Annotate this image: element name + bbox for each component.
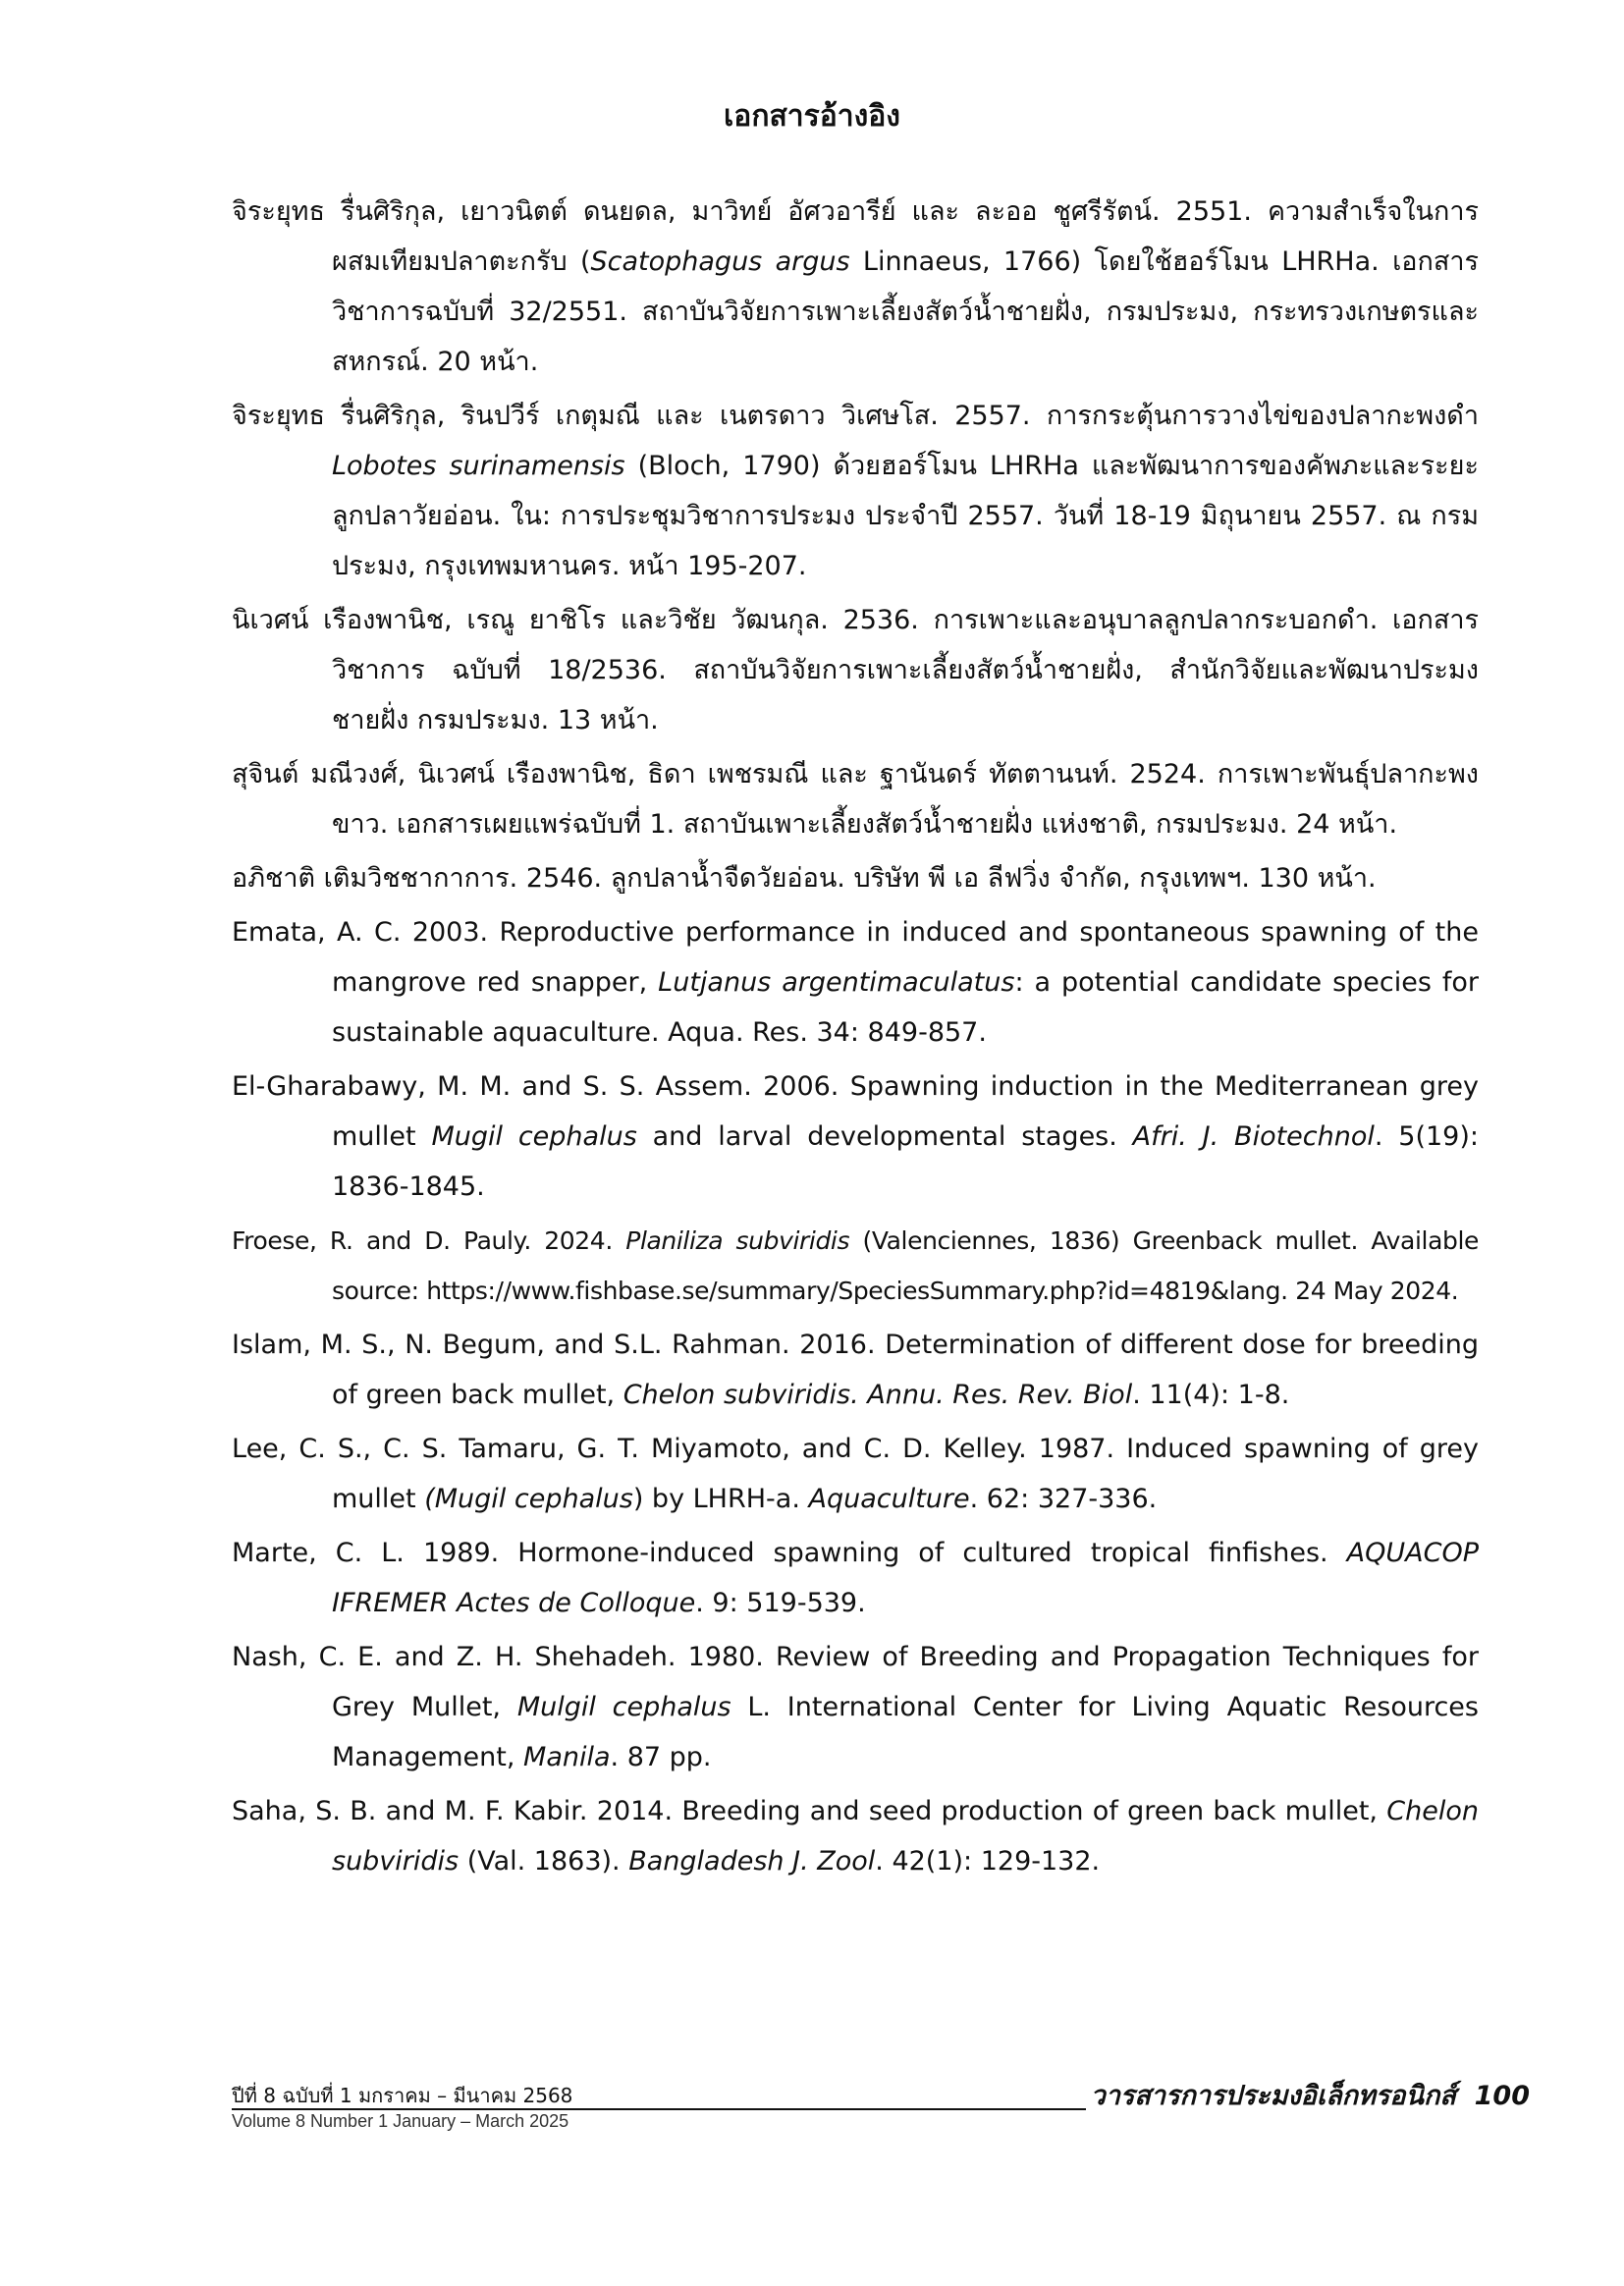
reference-text: อภิชาติ เติมวิชชากาการ. 2546. ลูกปลาน้ำจืดวัยอ่อน. บริษัท พี เอ ลีฟวิ่ง จำกัด, กรุงเทพฯ. 130 หน้า. [232, 863, 1377, 894]
reference-list [232, 187, 1479, 1890]
reference-italic-text: Scatophagus argus [590, 246, 850, 277]
reference-text: นิเวศน์ เรืองพานิช, เรณู ยาชิโร และวิชัย วัฒนกุล. 2536. การเพาะและอนุบาลลูกปลากระบอกดำ. เอกสารวิชาการ ฉบับที่ 18/2536. สถาบันวิจัยการเพาะเลี้ยงสัตว์น้ำชายฝั่ง, สำนักวิจัยและพัฒนาประมงชายฝั่ง กรมประมง. 13 หน้า. [232, 605, 1479, 735]
reference-text: Marte, C. L. 1989. Hormone-induced spawning of cultured tropical finfishes. [232, 1538, 1347, 1568]
reference-italic-text: Chelon subviridis. Annu. Res. Rev. Biol [623, 1380, 1133, 1410]
reference-italic-text: Lobotes surinamensis [332, 451, 625, 481]
reference-italic-text: (Mugil cephalus [424, 1484, 633, 1514]
reference-entry [232, 1528, 1479, 1628]
page-number: 100 [1474, 2081, 1530, 2111]
reference-entry [232, 1424, 1479, 1524]
reference-entry [232, 749, 1479, 849]
reference-text: . 11(4): 1-8. [1132, 1380, 1290, 1410]
page-title: เอกสารอ้างอิง [724, 99, 900, 134]
reference-entry [232, 1632, 1479, 1782]
reference-text: . 9: 519-539. [695, 1588, 866, 1618]
reference-text: (Valenciennes, 1836) Greenback mullet. Available source: https://www.fishbase.se/summary/SpeciesSummary.php?id=4819&lang. 24 May 2024. [332, 1226, 1479, 1305]
reference-text: El-Gharabawy, M. M. and S. S. Assem. 2006. Spawning induction in the Mediterranean grey mullet [232, 1071, 1479, 1152]
reference-text: . 5(19): 1836-1845. [332, 1121, 1479, 1202]
reference-text: Lee, C. S., C. S. Tamaru, G. T. Miyamoto, and C. D. Kelley. 1987. Induced spawning of grey mullet [232, 1434, 1479, 1514]
page-footer [232, 2080, 1530, 2158]
reference-entry [232, 1320, 1479, 1420]
reference-text: Linnaeus, 1766) โดยใช้ฮอร์โมน LHRHa. เอกสารวิชาการฉบับที่ 32/2551. สถาบันวิจัยการเพาะเลี้ยงสัตว์น้ำชายฝั่ง, กรมประมง, กระทรวงเกษตรและสหกรณ์. 20 หน้า. [332, 246, 1480, 377]
journal-name-and-page [1091, 2074, 1530, 2116]
reference-text: . 62: 327-336. [969, 1484, 1158, 1514]
reference-italic-text: Manila [523, 1742, 611, 1772]
reference-entry [232, 595, 1479, 745]
reference-entry [232, 1786, 1479, 1886]
reference-italic-text: Chelon subviridis [332, 1796, 1479, 1877]
reference-text: and larval developmental stages. [636, 1121, 1133, 1152]
reference-entry [232, 391, 1479, 591]
reference-italic-text: Planiliza subviridis [625, 1226, 850, 1255]
reference-italic-text: Afri. J. Biotechnol [1132, 1121, 1375, 1152]
reference-italic-text: AQUACOP IFREMER Actes de Colloque [332, 1538, 1479, 1618]
issue-thai: ปีที่ 8 ฉบับที่ 1 มกราคม – มีนาคม 2568 [232, 2084, 573, 2107]
reference-entry [232, 907, 1479, 1058]
reference-text: (Bloch, 1790) ด้วยฮอร์โมน LHRHa และพัฒนาการของคัพภะและระยะลูกปลาวัยอ่อน. ใน: การประชุมวิชาการประมง ประจำปี 2557. วันที่ 18-19 มิถุนายน 2557. ณ กรมประมง, กรุงเทพมหานคร. หน้า 195-207. [332, 451, 1479, 581]
reference-text: Islam, M. S., N. Begum, and S.L. Rahman. 2016. Determination of different dose for breeding of green back mullet, [232, 1330, 1479, 1410]
reference-text: Emata, A. C. 2003. Reproductive performance in induced and spontaneous spawning of the mangrove red snapper, [232, 917, 1479, 998]
issue-english: Volume 8 Number 1 January – March 2025 [232, 2111, 569, 2131]
reference-text: L. International Center for Living Aquatic Resources Management, [332, 1692, 1479, 1772]
reference-text: Nash, C. E. and Z. H. Shehadeh. 1980. Review of Breeding and Propagation Techniques for Grey Mullet, [232, 1642, 1479, 1722]
reference-entry [232, 187, 1479, 387]
reference-italic-text: Mugil cephalus [431, 1121, 637, 1152]
reference-entry [232, 1061, 1479, 1212]
footer-rule [232, 2108, 1086, 2110]
reference-text: สุจินต์ มณีวงศ์, นิเวศน์ เรืองพานิช, ธิดา เพชรมณี และ ฐานันดร์ ทัตตานนท์. 2524. การเพาะพันธุ์ปลากะพงขาว. เอกสารเผยแพร่ฉบับที่ 1. สถาบันเพาะเลี้ยงสัตว์น้ำชายฝั่ง แห่งชาติ, กรมประมง. 24 หน้า. [232, 759, 1479, 840]
reference-text: ) by LHRH-a. [632, 1484, 809, 1514]
reference-text: . 42(1): 129-132. [875, 1846, 1101, 1877]
reference-text: : a potential candidate species for sustainable aquaculture. Aqua. Res. 34: 849-857. [332, 967, 1480, 1048]
reference-entry [232, 853, 1479, 903]
reference-text: Saha, S. B. and M. F. Kabir. 2014. Breeding and seed production of green back mullet, [232, 1796, 1387, 1826]
reference-entry [232, 1216, 1479, 1316]
reference-italic-text: Bangladesh J. Zool [628, 1846, 876, 1877]
journal-name: วารสารการประมงอิเล็กทรอนิกส์ [1090, 2081, 1456, 2111]
reference-italic-text: Lutjanus argentimaculatus [658, 967, 1015, 998]
reference-text: จิระยุทธ รื่นศิริกุล, รินปวีร์ เกตุมณี และ เนตรดาว วิเศษโส. 2557. การกระตุ้นการวางไข่ของปลากะพงดำ [232, 401, 1479, 431]
reference-text: (Val. 1863). [459, 1846, 629, 1877]
reference-text: . 87 pp. [610, 1742, 712, 1772]
reference-text: Froese, R. and D. Pauly. 2024. [232, 1226, 626, 1255]
reference-text: จิระยุทธ รื่นศิริกุล, เยาวนิตต์ ดนยดล, มาวิทย์ อัศวอารีย์ และ ละออ ชูศรีรัตน์. 2551. ความสำเร็จในการผสมเทียมปลาตะกรับ ( [232, 196, 1479, 277]
reference-italic-text: Aquaculture [808, 1484, 970, 1514]
reference-italic-text: Mulgil cephalus [516, 1692, 731, 1722]
